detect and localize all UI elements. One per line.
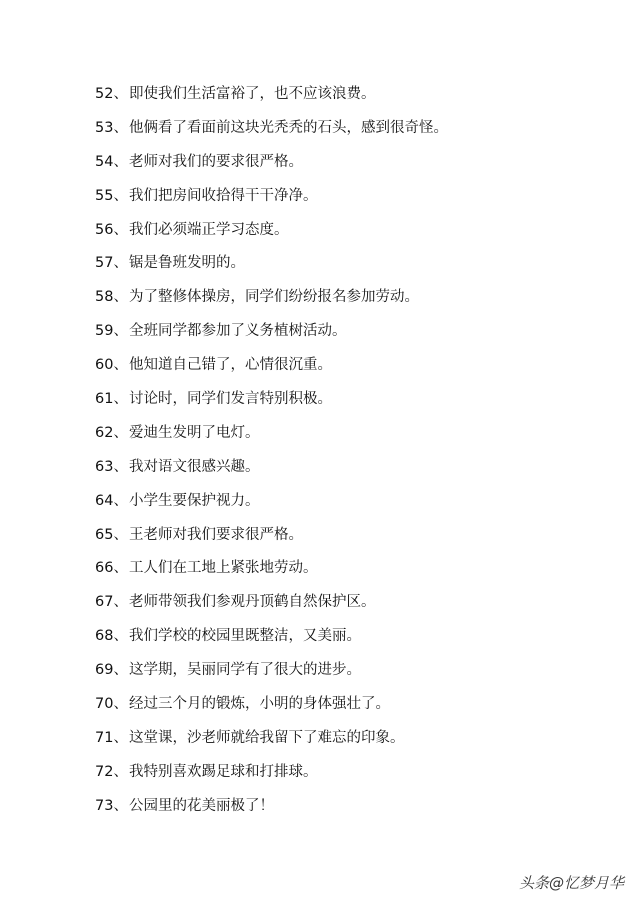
sentence-text: 老师对我们的要求很严格。 xyxy=(128,153,303,170)
sentence-text: 我对语文很感兴趣。 xyxy=(128,458,260,475)
sentence-item xyxy=(95,285,448,319)
sentence-number: 54 xyxy=(95,153,114,170)
sentence-text: 他俩看了看面前这块光秃秃的石头，感到很奇怪。 xyxy=(128,119,448,136)
sentence-text: 经过三个月的锻炼，小明的身体强壮了。 xyxy=(128,696,390,713)
separator: 、 xyxy=(113,729,128,746)
separator: 、 xyxy=(113,424,128,441)
sentence-number: 55 xyxy=(95,187,114,204)
separator: 、 xyxy=(113,696,128,713)
sentence-text: 全班同学都参加了义务植树活动。 xyxy=(128,323,347,340)
sentence-text: 讨论时，同学们发言特别积极。 xyxy=(128,391,332,408)
separator: 、 xyxy=(113,86,128,102)
sentence-item xyxy=(95,590,448,624)
sentence-number: 53 xyxy=(95,119,114,136)
sentence-text: 王老师对我们要求很严格。 xyxy=(128,526,303,543)
sentence-text: 公园里的花美丽极了！ xyxy=(128,797,274,814)
sentence-text: 锯是鲁班发明的。 xyxy=(128,255,245,272)
separator: 、 xyxy=(113,187,128,204)
sentence-item xyxy=(95,251,448,285)
separator: 、 xyxy=(113,526,128,543)
sentence-text: 即使我们生活富裕了，也不应该浪费。 xyxy=(128,86,376,102)
sentence-number: 58 xyxy=(95,289,114,306)
separator: 、 xyxy=(113,391,128,408)
sentence-item xyxy=(95,556,448,590)
sentence-item xyxy=(95,218,448,252)
sentence-number: 59 xyxy=(95,323,114,340)
separator: 、 xyxy=(113,119,128,136)
sentence-number: 60 xyxy=(95,357,114,374)
sentence-item xyxy=(95,489,448,523)
sentence-number: 72 xyxy=(95,763,114,780)
sentence-item xyxy=(95,455,448,489)
separator: 、 xyxy=(113,153,128,170)
sentence-item xyxy=(95,184,448,218)
separator: 、 xyxy=(113,594,128,611)
sentence-item xyxy=(95,658,448,692)
separator: 、 xyxy=(113,255,128,272)
sentence-item xyxy=(95,421,448,455)
sentence-text: 老师带领我们参观丹顶鹤自然保护区。 xyxy=(128,594,376,611)
sentence-text: 这堂课，沙老师就给我留下了难忘的印象。 xyxy=(128,729,405,746)
separator: 、 xyxy=(113,662,128,679)
watermark: 头条@忆梦月华 xyxy=(518,874,624,892)
sentence-number: 68 xyxy=(95,628,114,645)
separator: 、 xyxy=(113,289,128,306)
separator: 、 xyxy=(113,560,128,577)
sentence-number: 71 xyxy=(95,729,114,746)
sentence-number: 56 xyxy=(95,221,114,238)
sentence-text: 他知道自己错了，心情很沉重。 xyxy=(128,357,332,374)
sentence-item xyxy=(95,726,448,760)
sentence-item xyxy=(95,150,448,184)
separator: 、 xyxy=(113,628,128,645)
sentence-item xyxy=(95,624,448,658)
sentence-number: 63 xyxy=(95,458,114,475)
separator: 、 xyxy=(113,763,128,780)
sentence-number: 62 xyxy=(95,424,114,441)
sentence-item xyxy=(95,760,448,794)
sentence-number: 64 xyxy=(95,492,114,509)
separator: 、 xyxy=(113,357,128,374)
sentence-number: 73 xyxy=(95,797,114,814)
sentence-item xyxy=(95,387,448,421)
sentence-text: 为了整修体操房，同学们纷纷报名参加劳动。 xyxy=(128,289,419,306)
sentence-item xyxy=(95,319,448,353)
sentence-item xyxy=(95,116,448,150)
sentence-text: 我们把房间收拾得干干净净。 xyxy=(128,187,318,204)
sentence-item xyxy=(95,523,448,557)
sentence-item xyxy=(95,692,448,726)
sentence-number: 65 xyxy=(95,526,114,543)
sentence-item xyxy=(95,794,448,828)
sentence-text: 我们必须端正学习态度。 xyxy=(128,221,289,238)
sentence-text: 工人们在工地上紧张地劳动。 xyxy=(128,560,318,577)
sentence-text: 我特别喜欢踢足球和打排球。 xyxy=(128,763,318,780)
sentence-number: 70 xyxy=(95,696,114,713)
sentence-text: 这学期，吴丽同学有了很大的进步。 xyxy=(128,662,361,679)
separator: 、 xyxy=(113,797,128,814)
separator: 、 xyxy=(113,221,128,238)
sentence-number: 67 xyxy=(95,594,114,611)
sentence-number: 66 xyxy=(95,560,114,577)
separator: 、 xyxy=(113,492,128,509)
sentence-item xyxy=(95,353,448,387)
sentence-item xyxy=(95,82,448,116)
sentence-list xyxy=(95,82,448,828)
separator: 、 xyxy=(113,323,128,340)
separator: 、 xyxy=(113,458,128,475)
sentence-number: 57 xyxy=(95,255,114,272)
sentence-text: 爱迪生发明了电灯。 xyxy=(128,424,260,441)
sentence-number: 52 xyxy=(95,86,114,102)
sentence-number: 61 xyxy=(95,391,114,408)
sentence-number: 69 xyxy=(95,662,114,679)
sentence-text: 小学生要保护视力。 xyxy=(128,492,260,509)
sentence-text: 我们学校的校园里既整洁，又美丽。 xyxy=(128,628,361,645)
